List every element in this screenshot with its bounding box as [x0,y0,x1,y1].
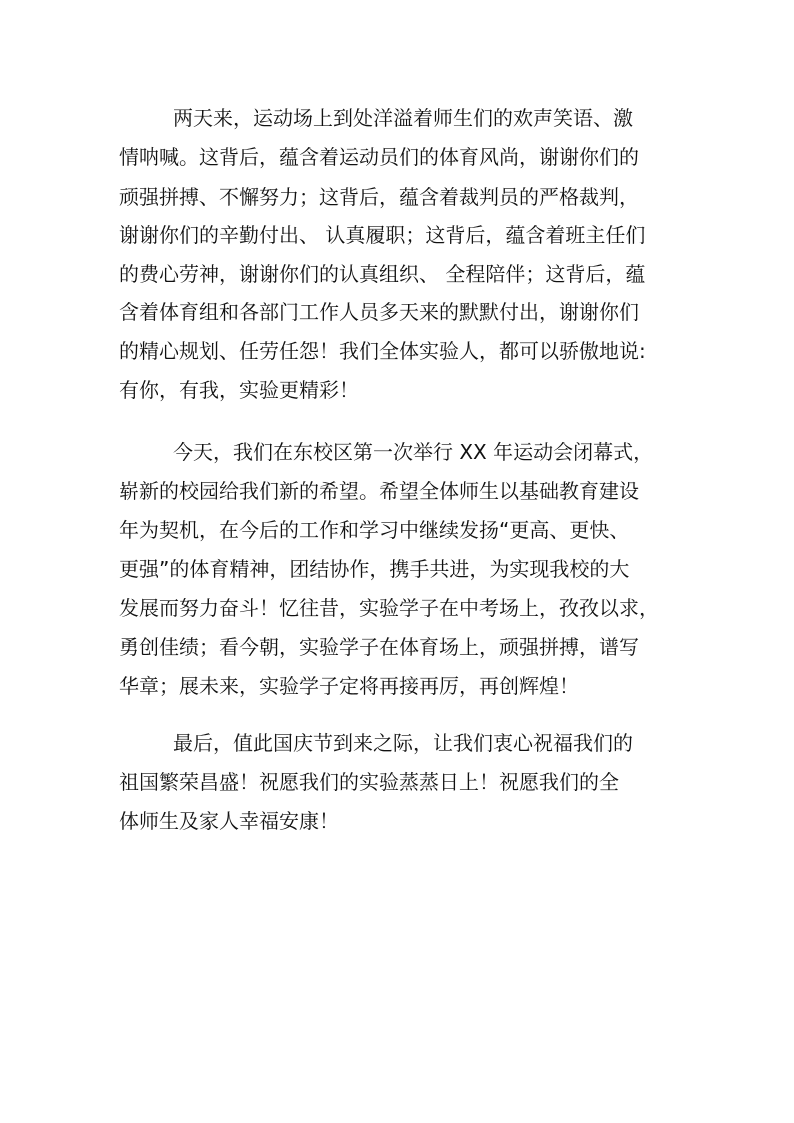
text-line: 顽强拼搏、不懈努力；这背后，蕴含着裁判员的严格裁判， [119,185,639,209]
text-line: 祖国繁荣昌盛！祝愿我们的实验蒸蒸日上！祝愿我们的全 [119,770,619,794]
text-line: 谢谢你们的辛勤付出、 认真履职；这背后，蕴含着班主任们 [119,223,646,247]
text-line: 年为契机，在今后的工作和学习中继续发扬“更高、更快、 [119,518,630,542]
text-line: 两天来，运动场上到处洋溢着师生们的欢声笑语、激 [173,106,633,130]
text-line: 勇创佳绩；看今朝，实验学子在体育场上，顽强拼搏，谱写 [119,635,639,659]
text-line: 发展而努力奋斗！忆往昔，实验学子在中考场上，孜孜以求， [119,596,659,620]
text-line: 体师生及家人幸福安康！ [119,809,339,833]
text-line: 最后，值此国庆节到来之际，让我们衷心祝福我们的 [173,731,633,755]
text-line: 情呐喊。这背后，蕴含着运动员们的体育风尚，谢谢你们的 [119,145,639,169]
text-line: 更强”的体育精神，团结协作，携手共进，为实现我校的大 [119,557,630,581]
text-line: 含着体育组和各部门工作人员多天来的默默付出，谢谢你们 [119,300,639,324]
text-line: 华章；展未来，实验学子定将再接再厉，再创辉煌！ [119,674,579,698]
text-line: 的费心劳神，谢谢你们的认真组织、 全程陪伴；这背后，蕴 [119,262,646,286]
text-line: 今天，我们在东校区第一次举行 XX 年运动会闭幕式， [173,440,654,464]
text-line: 崭新的校园给我们新的希望。希望全体师生以基础教育建设 [119,479,639,503]
text-line: 有你，有我，实验更精彩！ [119,378,359,402]
text-line: 的精心规划、任劳任怨！我们全体实验人，都可以骄傲地说: [119,339,646,363]
